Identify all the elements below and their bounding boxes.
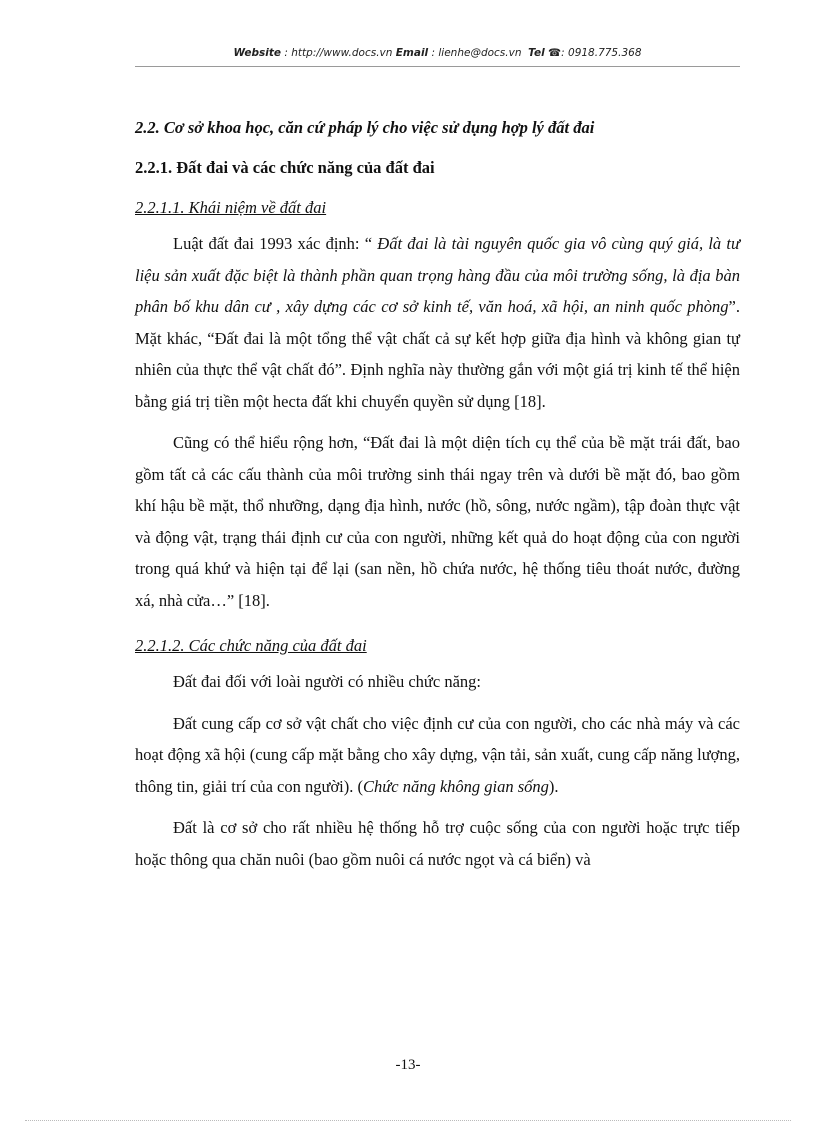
paragraph-definition-rest: ”. Mặt khác, “Đất đai là một tổng thể vật chất cả sự kết hợp giữa địa hình và không gian tự nhiên của thực thể vật chất đó”. Định nghĩa này thường gắn với một giá trị kinh tế thể hiện bằng giá trị tiền một hecta đất khi chuyển quyền sử dụng [18]. (135, 297, 740, 411)
paragraph-functions-intro: Đất đai đối với loài người có nhiều chức năng: (173, 672, 481, 691)
paragraph-life-support: Đất là cơ sở cho rất nhiều hệ thống hỗ trợ cuộc sống của con người hoặc trực tiếp hoặc thông qua chăn nuôi (bao gồm nuôi cá nước ngọt và cá biển) và (135, 818, 740, 869)
paragraph-living-space (135, 708, 740, 803)
email-separator: : (428, 47, 439, 59)
paragraph-definition (135, 228, 740, 417)
phone-icon: ☎ (548, 47, 562, 59)
page-header (135, 47, 740, 59)
page-bottom-divider (25, 1120, 791, 1121)
paragraph-definition-quote: Đất đai là tài nguyên quốc gia vô cùng quý giá, là tư liệu sản xuất đặc biệt là thành phần quan trọng hàng đầu của môi trường sống, là địa bàn phân bố khu dân cư , xây dựng các cơ sở kinh tế, văn hoá, xã hội, an ninh quốc phòng (135, 234, 740, 316)
email-label: Email (395, 47, 429, 59)
paragraph-living-space-lead: Đất cung cấp cơ sở vật chất cho việc định cư của con người, cho các nhà máy và các hoạt động xã hội (cung cấp mặt bằng cho xây dựng, vận tải, sản xuất, cung cấp năng lượng, thông tin, giải trí của con người). ( (135, 713, 740, 796)
heading-concept: 2.2.1.1. Khái niệm về đất đai (135, 198, 327, 217)
tel-label: Tel (528, 47, 545, 59)
tel-value: : 0918.775.368 (561, 47, 642, 59)
paragraph-definition-lead: Luật đất đai 1993 xác định: “ (173, 234, 378, 253)
email-value[interactable]: lienhe@docs.vn (438, 47, 522, 59)
paragraph-living-space-italic: Chức năng không gian sống (363, 776, 549, 796)
website-url[interactable]: http://www.docs.vn (291, 47, 393, 59)
heading-functions: 2.2.1.2. Các chức năng của đất đai (135, 636, 367, 655)
website-separator: : (281, 47, 292, 59)
page-number: -13- (395, 1057, 421, 1073)
paragraph-broad-definition: Cũng có thể hiểu rộng hơn, “Đất đai là một diện tích cụ thể của bề mặt trái đất, bao gồm tất cả các cấu thành của môi trường sinh thái ngay trên và dưới bề mặt đó, bao gồm khí hậu bề mặt, thổ nhưỡng, dạng địa hình, nước (hồ, sông, nước ngầm), tập đoàn thực vật và động vật, trạng thái định cư của con người, những kết quả do hoạt động của con người trong quá khứ và hiện tại để lại (san nền, hồ chứa nước, hệ thống tiêu thoát nước, đường xá, nhà cửa…” [18]. (135, 433, 740, 610)
header-divider (135, 66, 740, 67)
website-label: Website (233, 47, 282, 59)
subsection-title: 2.2.1. Đất đai và các chức năng của đất đai (135, 158, 435, 177)
document-body (135, 108, 740, 885)
section-title: 2.2. Cơ sở khoa học, căn cứ pháp lý cho việc sử dụng hợp lý đất đai (135, 118, 595, 137)
paragraph-living-space-end: ). (548, 776, 559, 796)
